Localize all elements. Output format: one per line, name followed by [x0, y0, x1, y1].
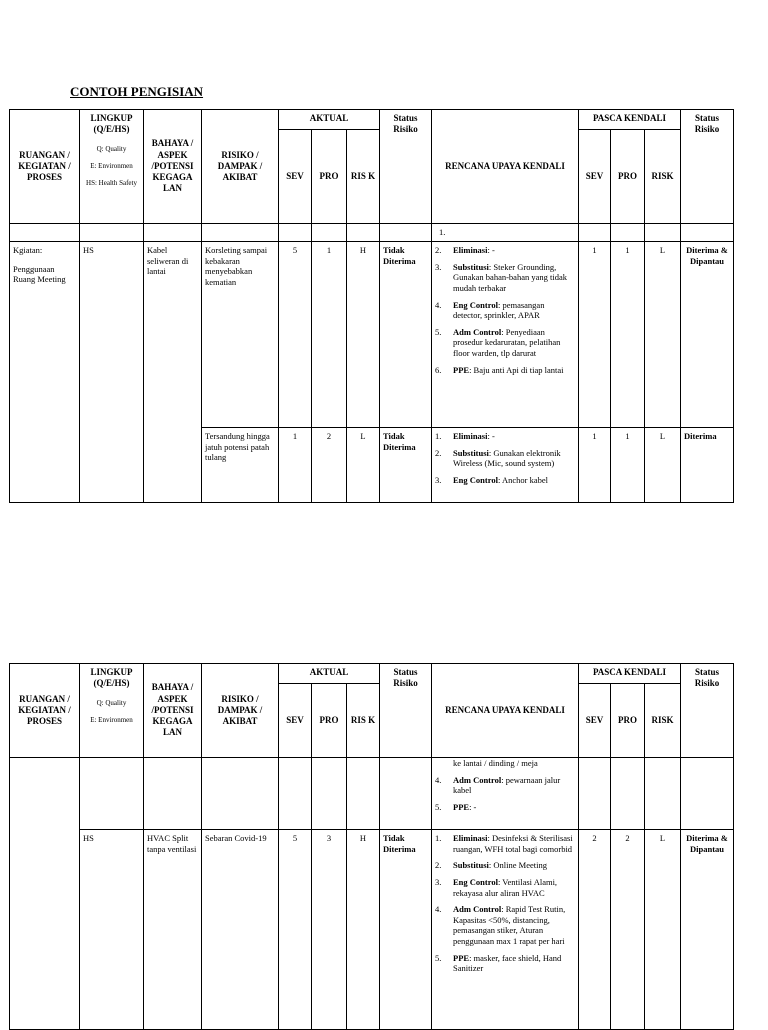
- cell: [312, 224, 347, 242]
- header-risk: RIS K: [347, 130, 380, 224]
- plan-item: [435, 802, 575, 813]
- cell-risiko: Sebaran Covid-19: [202, 830, 279, 1030]
- plan-item-keyword: Adm Control: [453, 904, 502, 915]
- plan-item-number: 4.: [435, 299, 442, 310]
- cell-pro-pasca: 1: [611, 242, 645, 428]
- header-pro-pasca: PRO: [611, 684, 645, 758]
- cell: [144, 224, 202, 242]
- plan-item-keyword: PPE: [453, 801, 470, 812]
- table-row: [10, 830, 734, 1030]
- header-risiko: RISIKO / DAMPAK / AKIBAT: [202, 110, 279, 224]
- plan-item-text: Adm Control: Rapid Test Rutin, Kapasitas <50%, distancing, pemasangan stiker, Aturan penggunaan max 1 rapat per hari: [453, 904, 566, 946]
- cell-pro: 1: [312, 242, 347, 428]
- plan-item-text: Eliminasi: Desinfeksi & Sterilisasi ruangan, WFH total bagi comorbid: [453, 833, 573, 854]
- header-sev: SEV: [279, 684, 312, 758]
- header-risk-pasca: RISK: [645, 130, 681, 224]
- header-pro: PRO: [312, 684, 347, 758]
- header-sev: SEV: [279, 130, 312, 224]
- cell: [80, 224, 144, 242]
- plan-item-text: Substitusi: Steker Grounding, Gunakan bahan-bahan yang tidak mudah terbakar: [453, 261, 567, 293]
- cell: [681, 758, 734, 830]
- cell: [10, 224, 80, 242]
- legend-health-safety: HS: Health Safety: [86, 178, 137, 187]
- cell: [144, 758, 202, 830]
- cell-risk: H: [347, 830, 380, 1030]
- cell-risk-pasca: L: [645, 242, 681, 428]
- cell: [279, 224, 312, 242]
- plan-item-keyword: Eng Control: [453, 474, 498, 485]
- cell-risiko: Tersandung hingga jatuh potensi patah tulang: [202, 428, 279, 503]
- plan-item-number: 2.: [435, 447, 442, 458]
- cell: [645, 758, 681, 830]
- header-bahaya: BAHAYA / ASPEK /POTENSI KEGAGA LAN: [144, 664, 202, 758]
- plan-item-number: 3.: [435, 261, 442, 272]
- cell: [611, 224, 645, 242]
- plan-item-text: Eliminasi: -: [453, 245, 495, 255]
- plan-item-keyword: Eng Control: [453, 299, 498, 310]
- cell-lingkup: HS: [80, 242, 144, 503]
- plan-item-blank: 1.: [432, 224, 579, 242]
- plan-item-text: Eng Control: Ventilasi Alami, rekayasa alur aliran HVAC: [453, 876, 558, 898]
- plan-item: [435, 365, 575, 376]
- plan-item-keyword: Substitusi: [453, 860, 489, 871]
- cell: [80, 758, 144, 830]
- header-pasca: PASCA KENDALI: [579, 110, 681, 130]
- table-row: [10, 758, 734, 830]
- cell-ruangan: Kgiatan: Penggunaan Ruang Meeting: [10, 242, 80, 503]
- header-aktual: AKTUAL: [279, 110, 380, 130]
- header-pro: PRO: [312, 130, 347, 224]
- plan-item: [435, 833, 575, 854]
- plan-item-text: PPE: -: [453, 801, 477, 812]
- cell-pro: 2: [312, 428, 347, 503]
- header-lingkup: LINGKUP (Q/E/HS) Q: Quality E: Environmen HS: Health Safety: [80, 110, 144, 224]
- plan-item-keyword: Substitusi: [453, 261, 489, 272]
- cell-bahaya: HVAC Split tanpa ventilasi: [144, 830, 202, 1030]
- header-sev-pasca: SEV: [579, 684, 611, 758]
- cell: [202, 224, 279, 242]
- plan-item-number: 3.: [435, 876, 442, 887]
- plan-item-text: PPE: Baju anti Api di tiap lantai: [453, 364, 564, 375]
- plan-item-keyword: Adm Control: [453, 774, 502, 785]
- header-aktual: AKTUAL: [279, 664, 380, 684]
- legend-quality: Q: Quality: [96, 144, 127, 153]
- cell: [279, 758, 312, 830]
- header-status: Status Risiko: [380, 664, 432, 758]
- cell-risk-pasca: L: [645, 428, 681, 503]
- cell-plan: [432, 242, 579, 428]
- header-sev-pasca: SEV: [579, 130, 611, 224]
- plan-item-keyword: Eliminasi: [453, 833, 488, 843]
- header-risk-pasca: RISK: [645, 684, 681, 758]
- legend-environment: E: Environmen: [90, 715, 133, 724]
- plan-item-text: Adm Control: Penyediaan prosedur kedaruratan, pelatihan floor warden, tlp darurat: [453, 326, 561, 358]
- cell: [611, 758, 645, 830]
- plan-item-number: 4.: [435, 904, 442, 915]
- plan-item-text: Eliminasi: -: [453, 431, 495, 441]
- legend-quality: Q: Quality: [96, 698, 127, 707]
- plan-item-text: Substitusi: Gunakan elektronik Wireless (Mic, sound system): [453, 447, 561, 469]
- plan-item: [435, 860, 575, 871]
- plan-item: [435, 953, 575, 974]
- plan-item: [435, 775, 575, 796]
- plan-item-number: 3.: [435, 474, 442, 485]
- cell: [579, 224, 611, 242]
- cell-sev-pasca: 1: [579, 242, 611, 428]
- cell: [380, 224, 432, 242]
- cell-status: Tidak Diterima: [380, 830, 432, 1030]
- cell-sev-pasca: 2: [579, 830, 611, 1030]
- plan-item: [435, 448, 575, 469]
- cell-risiko: Korsleting sampai kebakaran menyebabkan kematian: [202, 242, 279, 428]
- cell: [312, 758, 347, 830]
- cell-pro-pasca: 1: [611, 428, 645, 503]
- plan-item-number: 1.: [435, 431, 442, 441]
- plan-item-text: Substitusi: Online Meeting: [453, 860, 547, 871]
- cell-plan: [432, 428, 579, 503]
- plan-item-number: 2.: [435, 860, 442, 871]
- plan-item-text: Adm Control: pewarnaan jalur kabel: [453, 774, 561, 796]
- plan-item-keyword: Adm Control: [453, 326, 502, 337]
- plan-item: [435, 877, 575, 898]
- cell: [681, 224, 734, 242]
- cell: [347, 224, 380, 242]
- plan-item-number: 1.: [435, 833, 442, 843]
- plan-item: [435, 300, 575, 321]
- plan-item: [435, 245, 575, 256]
- plan-item-keyword: Substitusi: [453, 447, 489, 458]
- header-status-pasca: Status Risiko: [681, 664, 734, 758]
- cell: [579, 758, 611, 830]
- header-pro-pasca: PRO: [611, 130, 645, 224]
- header-risk: RIS K: [347, 684, 380, 758]
- cell-risk-pasca: L: [645, 830, 681, 1030]
- header-rencana: RENCANA UPAYA KENDALI: [432, 664, 579, 758]
- cell-sev: 5: [279, 830, 312, 1030]
- cell: [380, 758, 432, 830]
- plan-item-text: Eng Control: Anchor kabel: [453, 474, 548, 485]
- header-lingkup: LINGKUP (Q/E/HS) Q: Quality E: Environmen: [80, 664, 144, 758]
- plan-item-text: Eng Control: pemasangan detector, sprinkler, APAR: [453, 299, 545, 321]
- plan-item: [435, 262, 575, 294]
- cell-plan-continued: ke lantai / dinding / meja 4. Adm Control: pewarnaan jalur kabel 5. PPE: -: [432, 758, 579, 830]
- plan-item-number: 5.: [435, 952, 442, 963]
- cell-ruangan: [10, 758, 80, 1030]
- legend-environment: E: Environmen: [90, 161, 133, 170]
- header-status: Status Risiko: [380, 110, 432, 224]
- plan-item: [435, 431, 575, 442]
- table-row: [10, 242, 734, 428]
- plan-item-number: 6.: [435, 364, 442, 375]
- header-risiko: RISIKO / DAMPAK / AKIBAT: [202, 664, 279, 758]
- cell: [347, 758, 380, 830]
- header-status-pasca: Status Risiko: [681, 110, 734, 224]
- cell-lingkup: HS: [80, 830, 144, 1030]
- plan-item-number: 5.: [435, 326, 442, 337]
- plan-item-keyword: PPE: [453, 364, 470, 375]
- cell-pro: 3: [312, 830, 347, 1030]
- plan-item-number: 2.: [435, 245, 442, 255]
- plan-item: [435, 904, 575, 947]
- cell-plan: [432, 830, 579, 1030]
- cell-status-pasca: Diterima: [681, 428, 734, 503]
- plan-item-keyword: PPE: [453, 952, 470, 963]
- plan-item: [435, 475, 575, 486]
- plan-item-keyword: Eng Control: [453, 876, 498, 887]
- cell-status: Tidak Diterima: [380, 428, 432, 503]
- header-pasca: PASCA KENDALI: [579, 664, 681, 684]
- plan-item-keyword: Eliminasi: [453, 431, 488, 441]
- cell: [202, 758, 279, 830]
- cell-status: Tidak Diterima: [380, 242, 432, 428]
- risk-table-1: [9, 109, 734, 503]
- cell-status-pasca: Diterima & Dipantau: [681, 242, 734, 428]
- plan-item-text: PPE: masker, face shield, Hand Sanitizer: [453, 952, 562, 974]
- cell: [645, 224, 681, 242]
- plan-item-number: 5.: [435, 801, 442, 812]
- document-title: CONTOH PENGISIAN: [70, 84, 204, 99]
- cell-bahaya: Kabel seliweran di lantai: [144, 242, 202, 503]
- plan-item: [435, 327, 575, 359]
- plan-item-keyword: Eliminasi: [453, 245, 488, 255]
- header-ruangan: RUANGAN / KEGIATAN / PROSES: [10, 110, 80, 224]
- plan-item-number: 4.: [435, 774, 442, 785]
- cell-pro-pasca: 2: [611, 830, 645, 1030]
- header-bahaya: BAHAYA / ASPEK /POTENSI KEGAGA LAN: [144, 110, 202, 224]
- header-ruangan: RUANGAN / KEGIATAN / PROSES: [10, 664, 80, 758]
- cell-sev: 1: [279, 428, 312, 503]
- header-rencana: RENCANA UPAYA KENDALI: [432, 110, 579, 224]
- cell-sev-pasca: 1: [579, 428, 611, 503]
- cell-sev: 5: [279, 242, 312, 428]
- cell-status-pasca: Diterima & Dipantau: [681, 830, 734, 1030]
- risk-table-2: [9, 663, 734, 1030]
- cell-risk: H: [347, 242, 380, 428]
- cell-risk: L: [347, 428, 380, 503]
